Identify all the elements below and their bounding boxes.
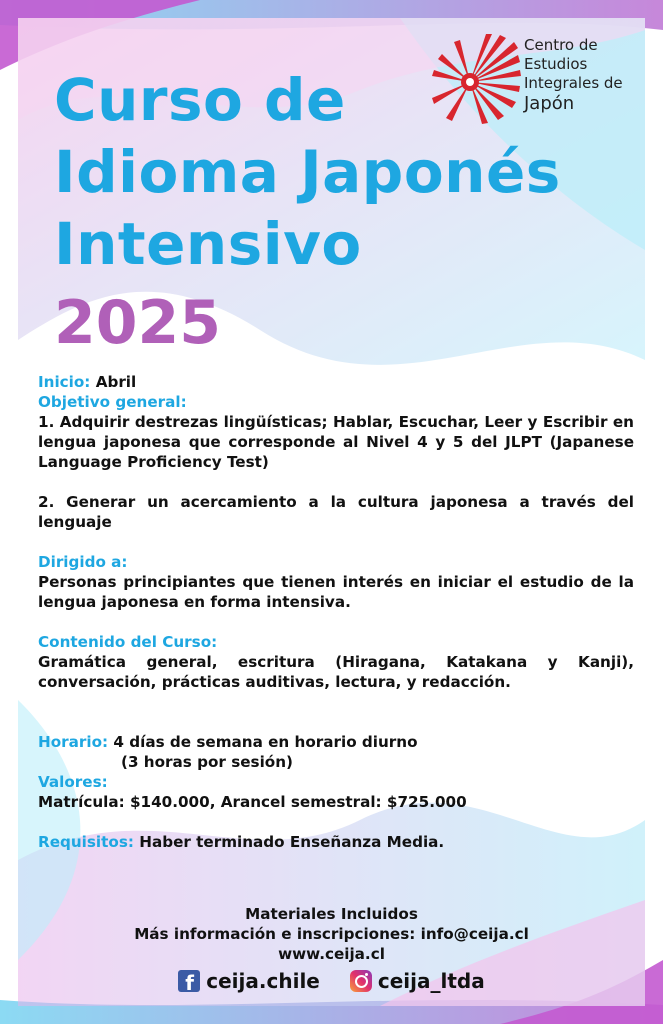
title-line-3: Intensivo [54,210,362,278]
title-line-1: Curso de [54,66,346,134]
inicio-label: Inicio: [38,373,91,391]
course-details [38,372,634,852]
contenido-text: Gramática general, escritura (Hiragana, Katakana y Kanji), conversación, prácticas auditivas, lectura, y redacción. [38,653,634,691]
horario-line-1: 4 días de semana en horario diurno [113,733,418,751]
instagram-icon [350,970,372,992]
requisitos-row [38,832,634,852]
title-line-2: Idioma Japonés [54,138,561,206]
facebook-icon: f [178,970,200,992]
objetivo-label: Objetivo general: [38,393,187,411]
course-title [54,64,561,280]
horario-line-2: (3 horas por sesión) [121,753,293,771]
logo-line-1: Centro de [524,36,598,54]
valores-label: Valores: [38,773,108,791]
contenido-label: Contenido del Curso: [38,633,218,651]
valores-text: Matrícula: $140.000, Arancel semestral: $725.000 [38,793,467,811]
horario-row [38,732,634,752]
inicio-value: Abril [95,373,137,391]
requisitos-value: Haber terminado Enseñanza Media. [139,833,445,851]
logo-line-3: Integrales de [524,74,623,92]
dirigido-text: Personas principiantes que tienen interés en iniciar el estudio de la lengua japonesa en forma intensiva. [38,573,634,611]
social-links [0,968,663,994]
facebook-handle: ceija.chile [206,969,320,993]
logo-line-4: Japón [524,93,575,114]
instagram-handle: ceija_ltda [377,969,485,993]
course-year: 2025 [54,288,221,358]
facebook-link[interactable] [178,968,320,994]
instagram-link[interactable] [350,968,485,994]
footer-info [0,904,663,964]
requisitos-label: Requisitos: [38,833,134,851]
website-link[interactable]: www.ceija.cl [278,945,385,963]
logo-line-2: Estudios [524,55,588,73]
materials-line: Materiales Incluidos [245,905,418,923]
objetivo-item-1: 1. Adquirir destrezas lingüísticas; Hablar, Escuchar, Leer y Escribir en lengua japonesa que corresponde al Nivel 4 y 5 del JLPT (Japanese Language Proficiency Test) [38,413,634,471]
dirigido-label: Dirigido a: [38,553,128,571]
contact-email-line[interactable]: Más información e inscripciones: info@ceija.cl [134,925,529,943]
objetivo-item-2: 2. Generar un acercamiento a la cultura japonesa a través del lenguaje [38,493,634,531]
horario-label: Horario: [38,733,109,751]
inicio-row [38,372,634,392]
